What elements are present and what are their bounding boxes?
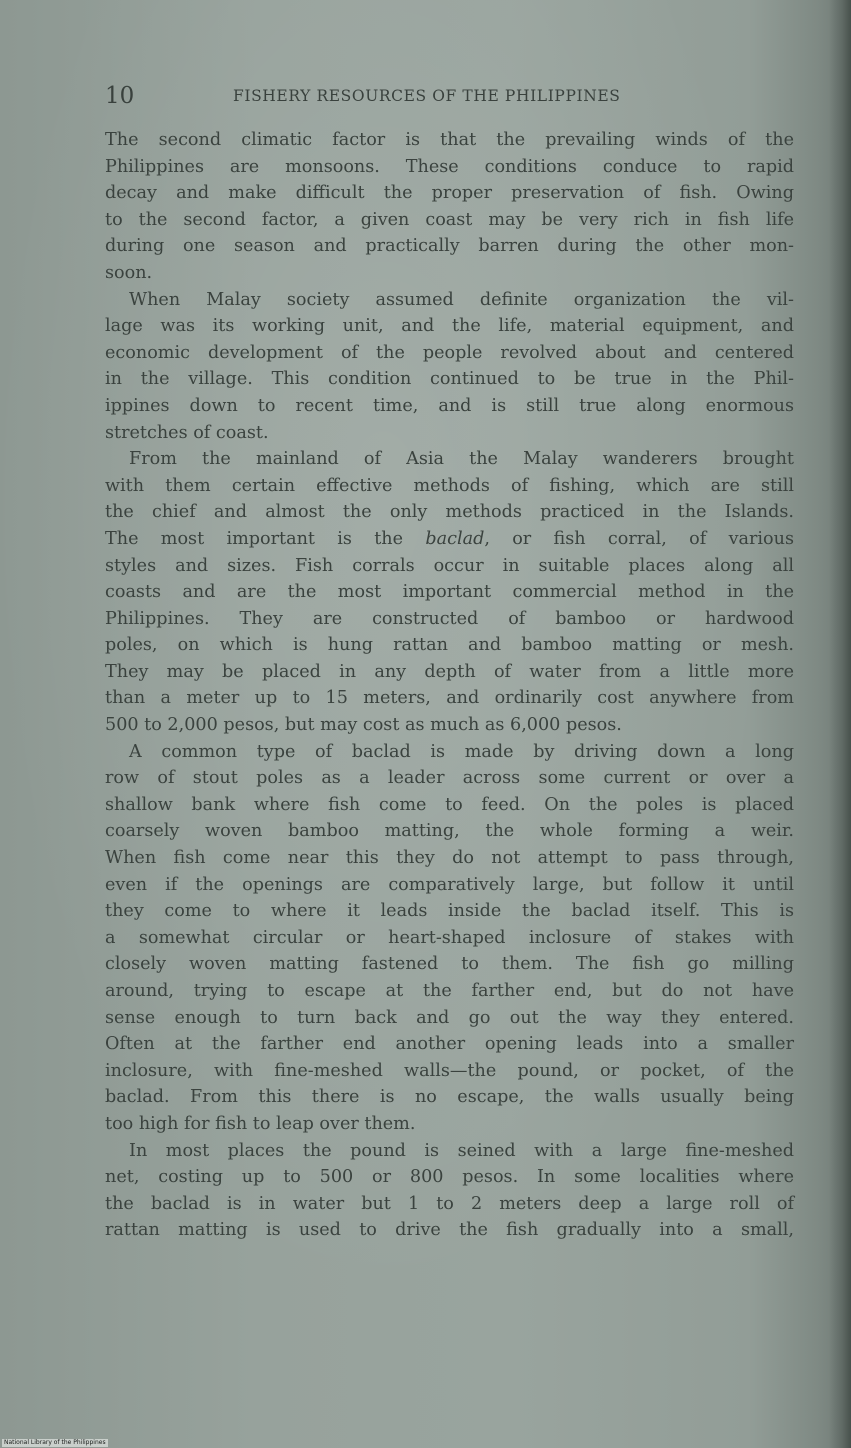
text-line: baclad. From this there is no escape, the walls usually being	[105, 1087, 794, 1108]
text-line: stretches of coast.	[105, 422, 269, 443]
text-line: with them certain effective methods of fishing, which are still	[105, 475, 794, 496]
text-line: The second climatic factor is that the prevailing winds of the	[105, 130, 794, 150]
running-head	[105, 80, 795, 112]
text-line: too high for fish to leap over them.	[105, 1113, 416, 1134]
paragraph-2	[105, 287, 794, 447]
text-line: Often at the farther end another opening leads into a smaller	[105, 1034, 794, 1055]
text-line: coasts and are the most important commercial method in the	[105, 582, 794, 603]
text-line: They may be placed in any depth of water from a little more	[105, 661, 794, 682]
text-line: they come to where it leads inside the baclad itself. This is	[105, 901, 794, 922]
text-line: net, costing up to 500 or 800 pesos. In some localities where	[105, 1167, 794, 1188]
text-line: in the village. This condition continued to be true in the Phil-	[105, 369, 794, 390]
text-line: even if the openings are comparatively large, but follow it until	[105, 874, 794, 895]
text-line: closely woven matting fastened to them. The fish go milling	[105, 954, 794, 975]
text-line: shallow bank where fish come to feed. On the poles is placed	[105, 794, 794, 815]
paragraph-1	[105, 127, 794, 287]
text-line: Philippines are monsoons. These conditions conduce to rapid	[105, 156, 794, 177]
body-text	[105, 127, 794, 1244]
text-line: economic development of the people revolved about and centered	[105, 342, 794, 363]
text-line-with-italic	[105, 526, 794, 553]
page-edge-shadow	[829, 0, 851, 1448]
text-line: When Malay society assumed definite organization the vil-	[129, 289, 794, 310]
paragraph-4	[105, 739, 794, 1138]
text-line: inclosure, with fine-meshed walls—the pound, or pocket, of the	[105, 1060, 794, 1081]
text-line: during one season and practically barren during the other mon-	[105, 236, 794, 257]
text-segment: The most important is the baclad, or fish corral, of various	[105, 528, 794, 549]
paragraph-5	[105, 1138, 794, 1244]
text-line: 500 to 2,000 pesos, but may cost as much as 6,000 pesos.	[105, 715, 622, 736]
page-number: 10	[105, 83, 135, 109]
text-line: a somewhat circular or heart-shaped inclosure of stakes with	[105, 927, 794, 948]
text-line: to the second factor, a given coast may be very rich in fish life	[105, 209, 794, 230]
text-line: When fish come near this they do not attempt to pass through,	[105, 848, 794, 869]
text-line: A common type of baclad is made by driving down a long	[129, 741, 794, 762]
text-line: decay and make difficult the proper preservation of fish. Owing	[105, 183, 794, 204]
text-line: rattan matting is used to drive the fish gradually into a small,	[105, 1220, 794, 1241]
text-line: soon.	[105, 262, 153, 283]
paragraph-3	[105, 446, 794, 739]
text-line: poles, on which is hung rattan and bamboo matting or mesh.	[105, 635, 794, 656]
running-title: FISHERY RESOURCES OF THE PHILIPPINES	[233, 87, 621, 105]
text-line: lage was its working unit, and the life, material equipment, and	[105, 316, 794, 337]
text-line: styles and sizes. Fish corrals occur in suitable places along all	[105, 555, 794, 576]
text-line: sense enough to turn back and go out the way they entered.	[105, 1007, 794, 1028]
text-line: than a meter up to 15 meters, and ordinarily cost anywhere from	[105, 688, 794, 709]
italic-term: baclad	[425, 528, 485, 549]
text-line: In most places the pound is seined with a large fine-meshed	[129, 1140, 794, 1161]
text-line: ippines down to recent time, and is still true along enormous	[105, 395, 794, 416]
text-line: the chief and almost the only methods practiced in the Islands.	[105, 502, 794, 523]
text-line: Philippines. They are constructed of bamboo or hardwood	[105, 608, 794, 629]
text-line: From the mainland of Asia the Malay wanderers brought	[129, 449, 794, 470]
text-line: row of stout poles as a leader across some current or over a	[105, 768, 794, 789]
library-credit: National Library of the Philippines	[4, 1439, 106, 1446]
text-line: coarsely woven bamboo matting, the whole forming a weir.	[105, 821, 794, 842]
text-line: around, trying to escape at the farther end, but do not have	[105, 981, 794, 1001]
text-line: the baclad is in water but 1 to 2 meters deep a large roll of	[105, 1193, 794, 1214]
